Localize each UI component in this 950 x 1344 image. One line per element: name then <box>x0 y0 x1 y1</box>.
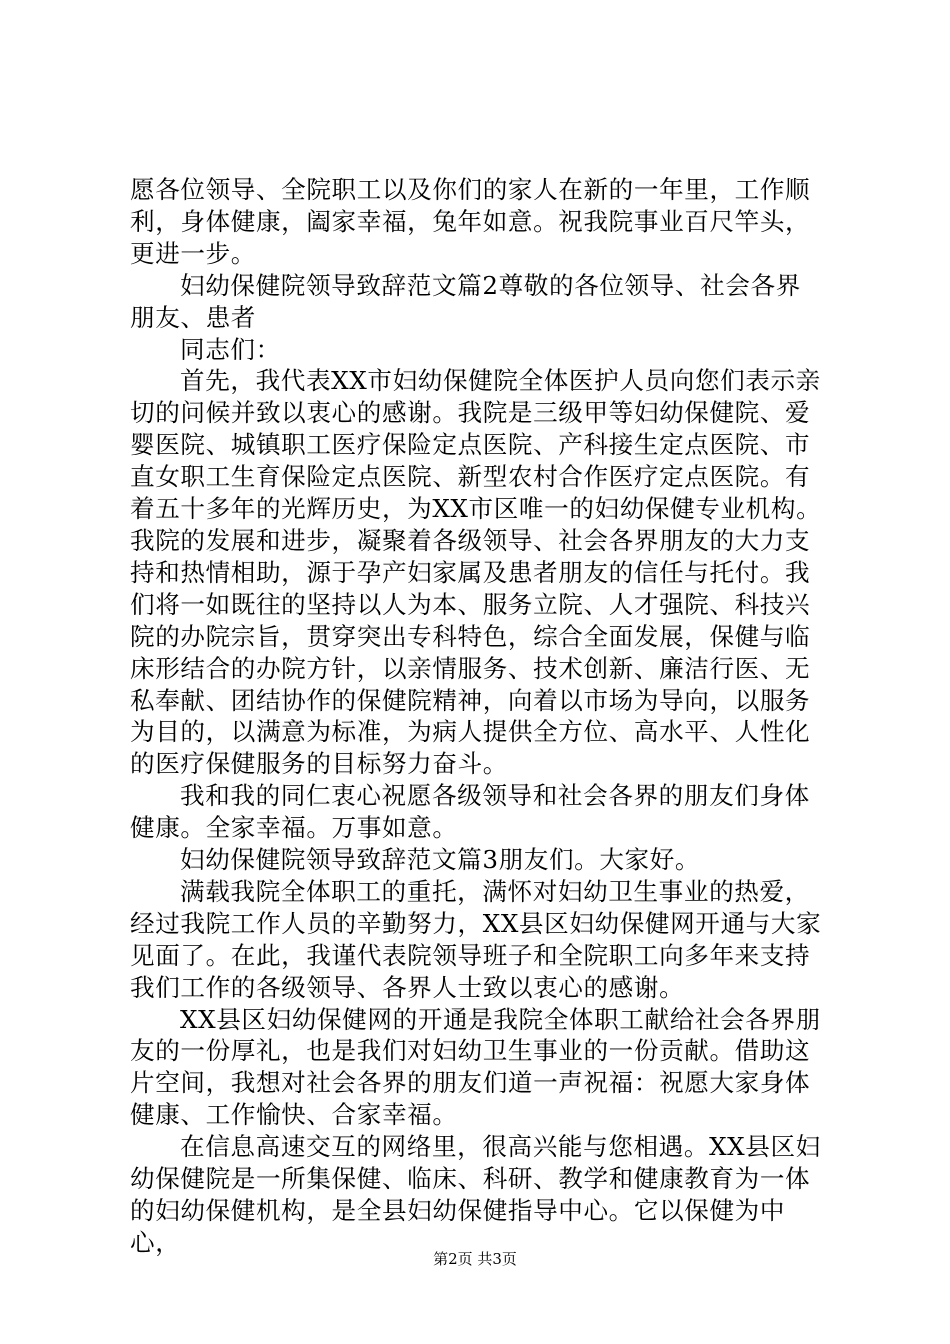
paragraph-website-launch: 满载我院全体职工的重托，满怀对妇幼卫生事业的热爱，经过我院工作人员的辛勤努力，XX县区妇幼保健网开通与大家见面了。在此，我谨代表院领导班子和全院职工向多年来支持我们工作的各级领导、各界人士致以衷心的感谢。 <box>130 876 822 1002</box>
paragraph-salutation: 同志们： <box>180 334 281 364</box>
paragraph-introduction: 首先，我代表XX市妇幼保健院全体医护人员向您们表示亲切的问候并致以衷心的感谢。我院是三级甲等妇幼保健院、爱婴医院、城镇职工医疗保险定点医院、产科接生定点医院、市直女职工生育保险定点医院、新型农村合作医疗定点医院。有着五十多年的光辉历史，为XX市区唯一的妇幼保健专业机构。我院的发展和进步，凝聚着各级领导、社会各界朋友的大力支持和热情相助，源于孕产妇家属及患者朋友的信任与托付。我们将一如既往的坚持以人为本、服务立院、人才强院、科技兴院的办院宗旨，贯穿突出专科特色，综合全面发展，保健与临床形结合的办院方针，以亲情服务、技术创新、廉洁行医、无私奉献、团结协作的保健院精神，向着以市场为导向，以服务为目的，以满意为标准，为病人提供全方位、高水平、人性化的医疗保健服务的目标努力奋斗。 <box>130 366 822 779</box>
paragraph-heading-3: 妇幼保健院领导致辞范文篇3朋友们。大家好。 <box>180 845 701 875</box>
paragraph-continuation: 愿各位领导、全院职工以及你们的家人在新的一年里，工作顺利，身体健康，阖家幸福，兔年如意。祝我院事业百尺竿头，更进一步。 <box>130 175 811 268</box>
paragraph-website-gift: XX县区妇幼保健网的开通是我院全体职工献给社会各界朋友的一份厚礼，也是我们对妇幼卫生事业的一份贡献。借助这片空间，我想对社会各界的朋友们道一声祝福：祝愿大家身体健康、工作愉快、合家幸福。 <box>130 1004 821 1130</box>
page-number-footer: 第2页 共3页 <box>433 1250 517 1268</box>
paragraph-heading-2: 妇幼保健院领导致辞范文篇2尊敬的各位领导、社会各界朋友、患者 <box>130 270 801 332</box>
document-body <box>130 174 826 1259</box>
paragraph-wishes: 我和我的同仁衷心祝愿各级领导和社会各界的朋友们身体健康。全家幸福。万事如意。 <box>130 781 810 843</box>
paragraph-hospital-profile: 在信息高速交互的网络里，很高兴能与您相遇。XX县区妇幼保健院是一所集保健、临床、科研、教学和健康教育为一体的妇幼保健机构，是全县妇幼保健指导中心。它以保健为中心， <box>130 1132 821 1257</box>
